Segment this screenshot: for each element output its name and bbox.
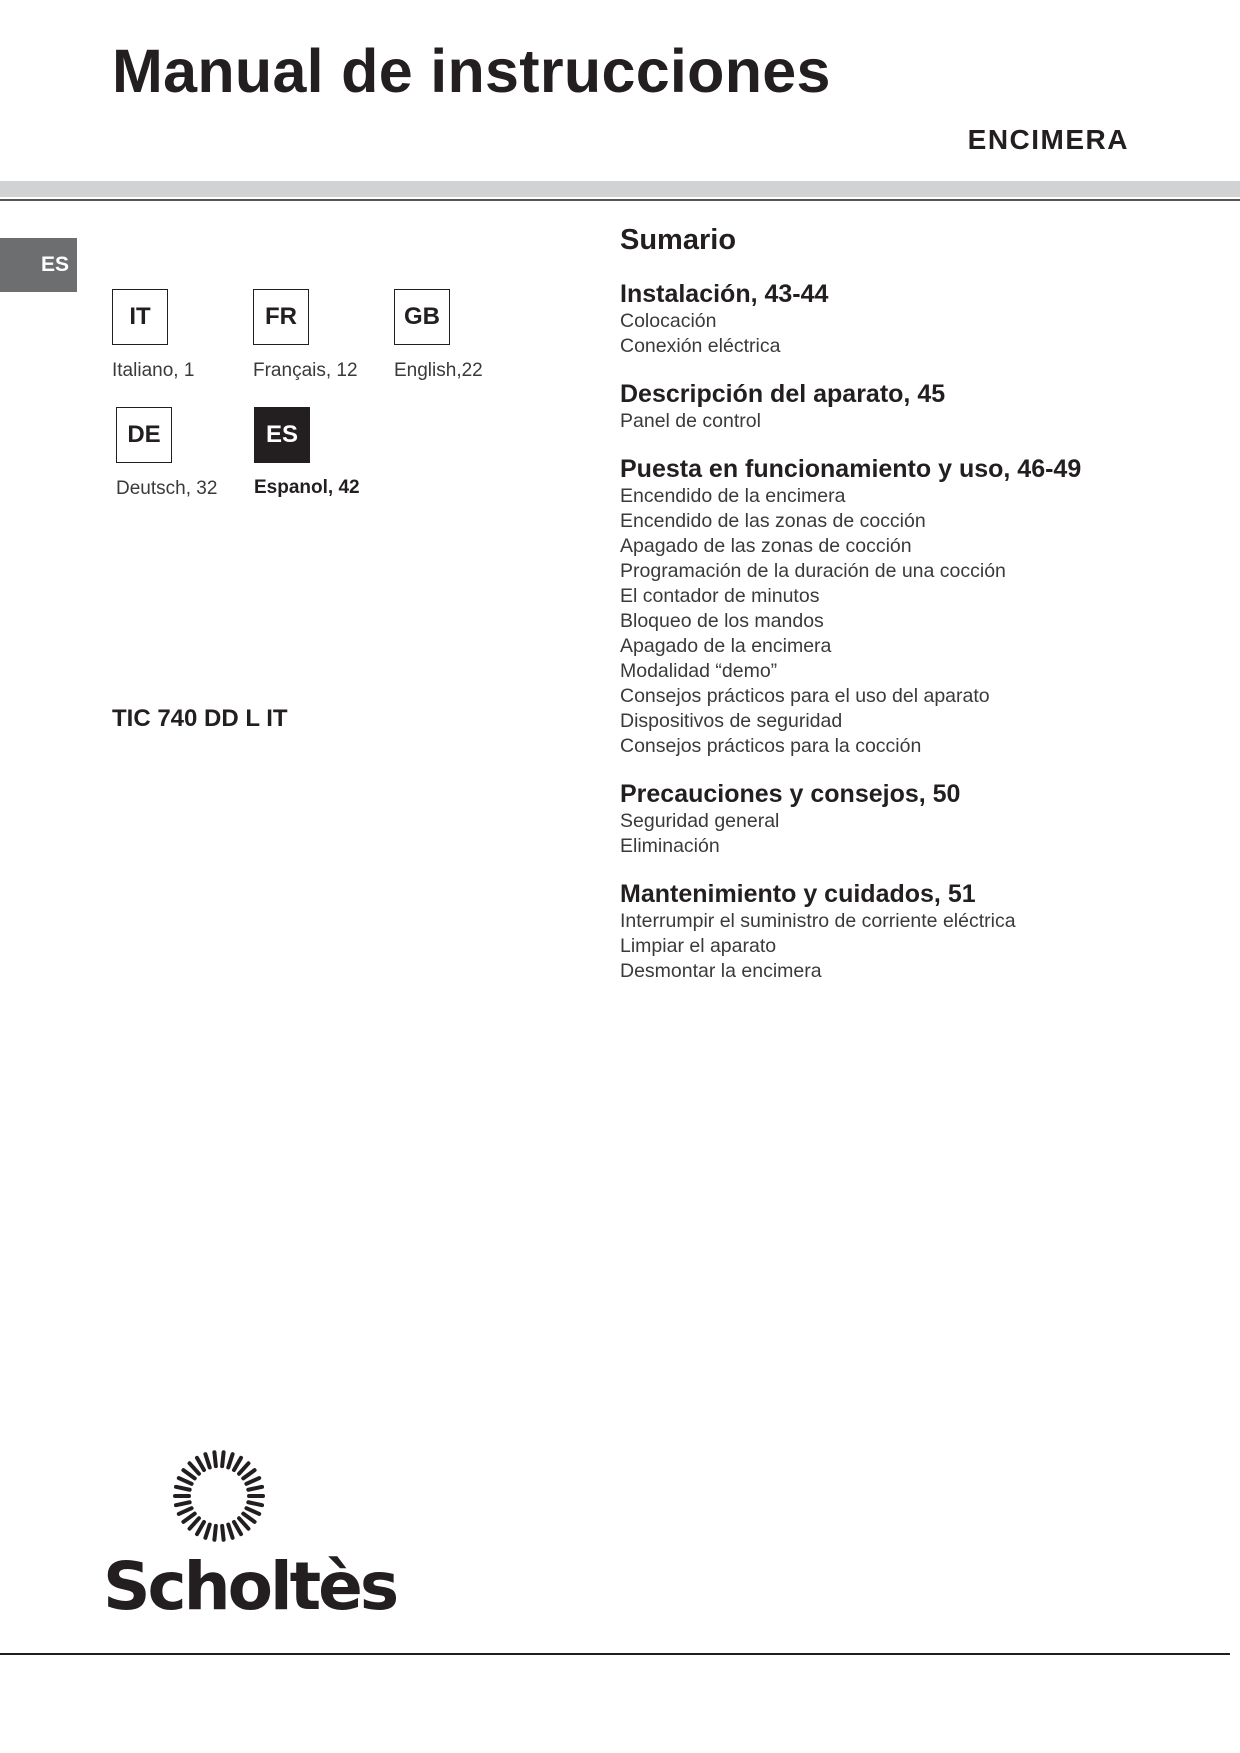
toc-heading[interactable]: Descripción del aparato, 45: [620, 380, 946, 408]
logo-ray: [179, 1478, 192, 1484]
toc-item[interactable]: Apagado de la encimera: [620, 635, 832, 657]
logo-ray: [179, 1508, 192, 1514]
logo-ray: [190, 1518, 199, 1528]
logo-ray: [190, 1463, 199, 1473]
logo-ray: [205, 1525, 209, 1538]
lang-label-fr[interactable]: Français, 12: [253, 360, 358, 381]
lang-box-de[interactable]: DE: [116, 407, 172, 463]
logo-ray: [176, 1502, 190, 1505]
logo-ray: [248, 1487, 262, 1490]
toc-item[interactable]: Modalidad “demo”: [620, 660, 778, 682]
footer-divider: [0, 1653, 1230, 1655]
logo-ray: [239, 1463, 248, 1473]
toc-item[interactable]: Dispositivos de seguridad: [620, 710, 843, 732]
toc-item[interactable]: Limpiar el aparato: [620, 935, 777, 957]
lang-box-fr[interactable]: FR: [253, 289, 309, 345]
toc-heading[interactable]: Puesta en funcionamiento y uso, 46-49: [620, 455, 1082, 483]
toc-item[interactable]: Desmontar la encimera: [620, 960, 822, 982]
toc-heading[interactable]: Instalación, 43-44: [620, 280, 829, 308]
toc-item[interactable]: Encendido de las zonas de cocción: [620, 510, 926, 532]
lang-label-de[interactable]: Deutsch, 32: [116, 478, 218, 499]
logo-ray: [243, 1470, 254, 1478]
header-divider: [0, 199, 1240, 201]
toc-item[interactable]: Colocación: [620, 310, 717, 332]
toc-item[interactable]: Eliminación: [620, 835, 720, 857]
toc-section: [620, 879, 1210, 984]
toc-item[interactable]: Consejos prácticos para la cocción: [620, 735, 922, 757]
logo-ray: [176, 1487, 190, 1490]
toc-section: [620, 279, 1210, 359]
page-title: Manual de instrucciones: [112, 37, 831, 105]
toc-item[interactable]: Panel de control: [620, 410, 761, 432]
logo-ray: [222, 1526, 223, 1540]
language-side-tab: ES: [0, 238, 77, 292]
logo-ray: [234, 1458, 241, 1470]
toc-item[interactable]: Bloqueo de los mandos: [620, 610, 824, 632]
logo-ray: [214, 1452, 215, 1466]
toc-item[interactable]: Encendido de la encimera: [620, 485, 846, 507]
logo-ray: [246, 1478, 259, 1484]
product-type: ENCIMERA: [967, 124, 1129, 155]
toc-sections: [620, 279, 1210, 984]
toc-title: Sumario: [620, 224, 737, 256]
logo-ray: [246, 1508, 259, 1514]
toc-section: [620, 779, 1210, 859]
lang-box-gb[interactable]: GB: [394, 289, 450, 345]
lang-box-es[interactable]: ES: [254, 407, 310, 463]
logo-ray: [228, 1525, 232, 1538]
lang-label-gb[interactable]: English,22: [394, 360, 483, 381]
lang-box-it[interactable]: IT: [112, 289, 168, 345]
lang-label-es[interactable]: Espanol, 42: [254, 477, 360, 498]
logo-ray: [234, 1522, 241, 1534]
logo-ray: [183, 1514, 194, 1522]
toc-section: [620, 454, 1210, 759]
logo-ray: [243, 1514, 254, 1522]
toc-heading[interactable]: Mantenimiento y cuidados, 51: [620, 880, 976, 908]
toc-item[interactable]: Conexión eléctrica: [620, 335, 781, 357]
logo-ray: [205, 1454, 209, 1467]
logo-ray: [222, 1452, 223, 1466]
header-band: [0, 181, 1240, 197]
toc-item[interactable]: Seguridad general: [620, 810, 780, 832]
logo-ray: [239, 1518, 248, 1528]
logo-ray: [228, 1454, 232, 1467]
toc-heading[interactable]: Precauciones y consejos, 50: [620, 780, 961, 808]
logo-ray: [197, 1522, 204, 1534]
toc-item[interactable]: El contador de minutos: [620, 585, 820, 607]
logo-ray: [183, 1470, 194, 1478]
toc-item[interactable]: Programación de la duración de una cocción: [620, 560, 1006, 582]
brand-name: Scholtès: [103, 1548, 397, 1625]
logo-ray: [197, 1458, 204, 1470]
logo-ray: [248, 1502, 262, 1505]
logo-ray: [214, 1526, 215, 1540]
lang-label-it[interactable]: Italiano, 1: [112, 360, 195, 381]
model-number: TIC 740 DD L IT: [112, 705, 288, 732]
toc-item[interactable]: Interrumpir el suministro de corriente eléctrica: [620, 910, 1016, 932]
toc-item[interactable]: Consejos prácticos para el uso del aparato: [620, 685, 990, 707]
toc-section: [620, 379, 1210, 434]
toc-item[interactable]: Apagado de las zonas de cocción: [620, 535, 912, 557]
table-of-contents: [620, 224, 1210, 1004]
